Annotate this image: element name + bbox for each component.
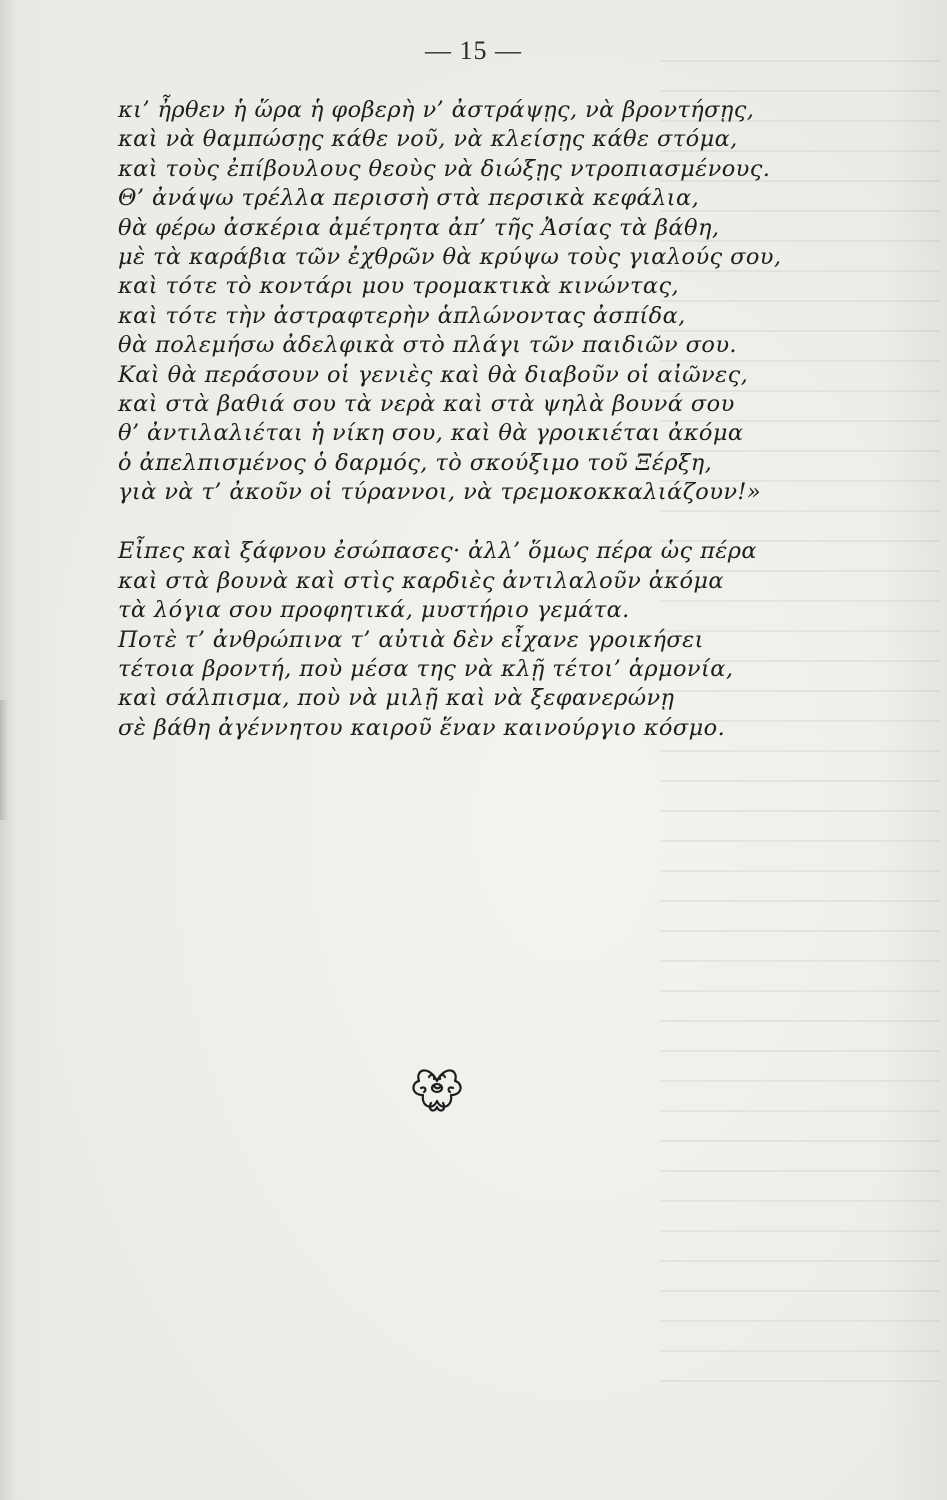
poem-line: καὶ στὰ βαθιά σου τὰ νερὰ καὶ στὰ ψηλὰ βουνά σου (118, 390, 735, 417)
poem-line: τὰ λόγια σου προφητικά, μυστήριο γεμάτα. (118, 597, 630, 624)
poem-line: Εἶπες καὶ ξάφνου ἐσώπασες· ἀλλ’ ὅμως πέρα ὡς πέρα (118, 538, 757, 565)
stanza-two (118, 537, 918, 743)
poem-line: καὶ σάλπισμα, ποὺ νὰ μιλῇ καὶ νὰ ξεφανερώνῃ (118, 685, 675, 712)
poem-line: Θ’ ἀνάψω τρέλλα περισσὴ στὰ περσικὰ κεφάλια, (118, 185, 700, 212)
poem-line: γιὰ νὰ τ’ ἀκοῦν οἱ τύραννοι, νὰ τρεμοκοκκαλιάζουν!» (118, 479, 762, 506)
poem-line: ὁ ἀπελπισμένος ὁ δαρμός, τὸ σκούξιμο τοῦ Ξέρξη, (118, 449, 713, 476)
poem-line: Καὶ θὰ περάσουν οἱ γενιὲς καὶ θὰ διαβοῦν οἱ αἰῶνες, (118, 361, 749, 388)
poem-line: τέτοια βροντή, ποὺ μέσα της νὰ κλῇ τέτοι’ ἁρμονία, (118, 656, 734, 683)
page-edge-shadow (0, 700, 8, 820)
poem-line: μὲ τὰ καράβια τῶν ἐχθρῶν θὰ κρύψω τοὺς γιαλούς σου, (118, 243, 782, 270)
page-number: — 15 — (425, 36, 522, 65)
poem-line: καὶ νὰ θαμπώσῃς κάθε νοῦ, νὰ κλείσῃς κάθε στόμα, (118, 126, 738, 153)
flower-ornament-icon-svg (405, 1055, 469, 1119)
poem-line: κι’ ἦρθεν ἡ ὥρα ἡ φοβερὴ ν’ ἀστράψῃς, νὰ βροντήσῃς, (118, 97, 755, 123)
poem-body (118, 96, 918, 743)
poem-line: Ποτὲ τ’ ἀνθρώπινα τ’ αὐτιὰ δὲν εἶχανε γροικήσει (118, 626, 704, 653)
poem-line: καὶ στὰ βουνὰ καὶ στὶς καρδιὲς ἀντιλαλοῦν ἀκόμα (118, 567, 725, 594)
poem-line: θὰ πολεμήσω ἀδελφικὰ στὸ πλάγι τῶν παιδιῶν σου. (118, 332, 737, 359)
poem-line: καὶ τοὺς ἐπίβουλους θεοὺς νὰ διώξῃς ντροπιασμένους. (118, 155, 771, 182)
poem-line: θ’ ἀντιλαλιέται ἡ νίκη σου, καὶ θὰ γροικιέται ἀκόμα (118, 420, 744, 447)
stanza-one (118, 96, 918, 507)
poem-line: καὶ τότε τὸ κοντάρι μου τρομακτικὰ κινώντας, (118, 273, 679, 300)
flower-ornament-icon (405, 1055, 469, 1119)
poem-line: θὰ φέρω ἀσκέρια ἀμέτρητα ἀπ’ τῆς Ἀσίας τὰ βάθη, (118, 214, 720, 241)
poem-line: σὲ βάθη ἀγέννητου καιροῦ ἕναν καινούργιο κόσμο. (118, 714, 726, 741)
poem-line: καὶ τότε τὴν ἀστραφτερὴν ἁπλώνοντας ἀσπίδα, (118, 302, 686, 329)
